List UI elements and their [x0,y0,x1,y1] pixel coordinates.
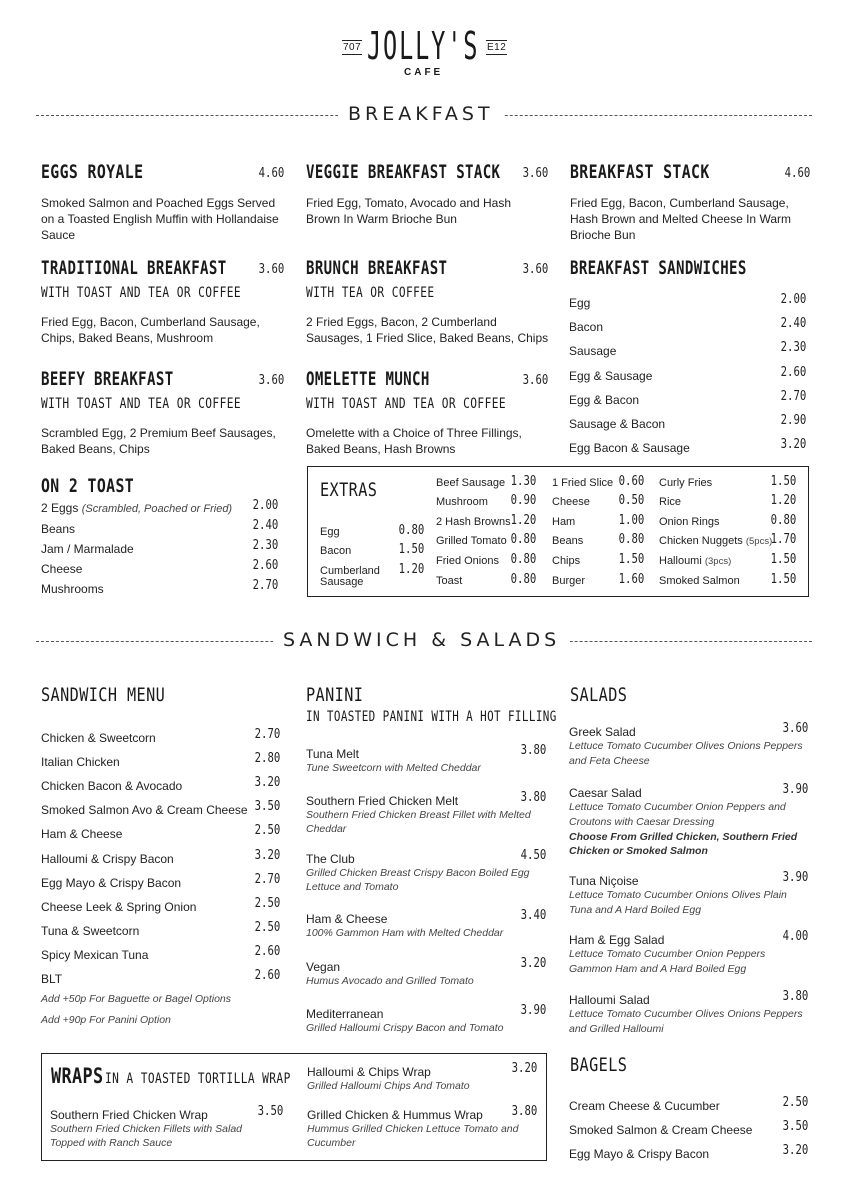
breakfast-sandwich-item-price: 2.70 [780,388,806,404]
sandwich-item-price: 2.70 [254,871,280,887]
beefy-sub: WITH TOAST AND TEA OR COFFEE [41,396,242,412]
on-toast-first-row [41,500,232,516]
panini-item-desc: Grilled Chicken Breast Crispy Bacon Boiled Egg Lettuce and Tomato [306,867,530,893]
brunch-sub: WITH TEA OR COFFEE [306,285,435,301]
on-toast-item-name: Cheese [41,562,83,576]
extras-item-label: Beans [552,535,584,547]
sandwich-item-price: 2.70 [254,727,280,742]
on-toast-item-name: Mushrooms [41,582,104,596]
extras-item-price: 0.80 [510,532,536,547]
panini-item-desc: 100% Gammon Ham with Melted Cheddar [306,927,504,939]
extras-item-name [320,546,390,557]
beefy-desc: Scrambled Egg, 2 Premium Beef Sausages, Baked Beans, Chips [41,426,276,456]
sandwich-item-name: BLT [41,972,63,986]
breakfast-sandwich-item-name: Egg & Bacon [569,392,640,407]
sandwich-item-name: Ham & Cheese [41,827,123,842]
sandwich-menu-title: SANDWICH MENU [41,684,166,706]
sandwich-item-price: 2.50 [254,919,280,935]
extras-item-label: Fried Onions [436,555,499,567]
sandwich-item-name: Spicy Mexican Tuna [41,947,149,962]
breakfast-stack-desc: Fried Egg, Bacon, Cumberland Sausage, Hash Brown and Melted Cheese In Warm Brioche Bun [570,196,791,242]
extras-item-label: Ham [552,516,576,528]
salad-item-price: 3.80 [782,989,808,1004]
extras-item-price: 1.70 [770,532,796,547]
sandwich-item-price: 3.20 [254,775,280,791]
sandwich-item-name: Italian Chicken [41,755,120,770]
sandwich-item-name: Chicken & Sweetcorn [41,731,156,745]
salad-item-desc: Lettuce Tomato Cucumber Olives Onions Peppers and Feta Cheese [569,740,803,767]
salad-item-desc-bold: Choose From Grilled Chicken, Southern Fried Chicken or Smoked Salmon [569,831,798,857]
extras-item-note: (5pcs) [745,536,773,547]
panini-item-desc: Southern Fried Chicken Breast Fillet with Melted Cheddar [306,809,531,835]
sandwich-item-price: 2.50 [254,895,280,911]
breakfast-sandwich-item-name: Egg & Sausage [569,368,653,383]
breakfast-stack-title: BREAKFAST STACK [570,161,710,183]
extras-item-price: 0.80 [398,523,424,538]
beefy-price: 3.60 [258,373,284,388]
extras-item-price: 0.90 [510,493,536,508]
extras-item-price: 1.20 [510,513,536,528]
extras-item-price: 0.80 [510,572,536,587]
extras-item-label: 2 Hash Browns [436,516,511,528]
traditional-desc: Fried Egg, Bacon, Cumberland Sausage, Chips, Baked Beans, Mushroom [41,315,260,345]
omelette-price: 3.60 [522,373,548,388]
on-toast-item-price: 2.70 [252,578,278,593]
logo-number-left: 707 [343,42,362,53]
veggie-stack-title: VEGGIE BREAKFAST STACK [306,161,501,183]
sandwich-item-name: Chicken Bacon & Avocado [41,779,183,794]
salads-title: SALADS [570,684,628,706]
panini-item-name: The Club [306,852,355,866]
omelette-desc: Omelette with a Choice of Three Fillings, Baked Beans, Hash Browns [306,426,522,456]
wrap-item-name: Halloumi & Chips Wrap [307,1065,431,1079]
wrap-item-desc: Grilled Halloumi Chips And Tomato [307,1080,470,1092]
panini-item-price: 3.40 [520,908,546,923]
panini-item-name: Tuna Melt [306,747,359,761]
omelette-sub: WITH TOAST AND TEA OR COFFEE [306,396,507,412]
brunch-desc: 2 Fried Eggs, Bacon, 2 Cumberland Sausages, 1 Fried Slice, Baked Beans, Chips [306,315,549,345]
wrap-item-desc: Hummus Grilled Chicken Lettuce Tomato and Cucumber [307,1123,519,1149]
on-toast-title: ON 2 TOAST [41,475,135,497]
extras-item-price: 1.20 [398,562,424,577]
bagel-item-name: Cream Cheese & Cucumber [569,1099,720,1113]
breakfast-sandwich-item-name: Sausage [569,344,617,359]
breakfast-section-title: BREAKFAST [338,103,504,125]
sandwich-item-price: 3.50 [254,799,280,815]
eggs-royale-price: 4.60 [258,166,284,181]
panini-item-price: 3.80 [520,743,546,758]
brunch-title: BRUNCH BREAKFAST [306,257,448,279]
extras-item-label: Rice [659,496,682,508]
breakfast-sandwich-item-price: 2.40 [780,316,806,332]
extras-item-price: 1.50 [770,552,796,567]
sandwich-item-name: Cheese Leek & Spring Onion [41,899,197,914]
extras-item-label: Beef Sausage [436,477,506,489]
salad-item-desc: Lettuce Tomato Cucumber Onion Peppers and Croutons with Caesar Dressing [569,801,786,828]
extras-item-label: Smoked Salmon [659,575,740,587]
extras-item-price: 0.80 [770,513,796,528]
on-toast-item-price: 2.40 [252,518,278,533]
panini-item-name: Ham & Cheese [306,912,388,926]
wrap-item-name: Grilled Chicken & Hummus Wrap [307,1108,483,1122]
wrap-item-price: 3.20 [511,1061,537,1076]
omelette-title: OMELETTE MUNCH [306,368,430,390]
panini-item-desc: Grilled Halloumi Crispy Bacon and Tomato [306,1022,504,1034]
panini-item-price: 4.50 [520,848,546,863]
breakfast-sandwich-item-price: 2.60 [780,364,806,380]
eggs-royale-desc: Smoked Salmon and Poached Eggs Served on a Toasted English Muffin with Hollandaise Sauce [41,196,279,242]
bagel-item-name: Smoked Salmon & Cream Cheese [569,1123,753,1137]
logo-sub: CAFE [404,67,444,78]
panini-title: PANINI [306,684,364,706]
extras-item-label: Grilled Tomato [436,535,507,547]
breakfast-sandwich-item-name: Bacon [569,320,604,335]
on-toast-first-note: (Scrambled, Poached or Fried) [81,503,233,515]
extras-item-label: Cheese [552,496,590,508]
sandwich-item-price: 2.80 [254,751,280,767]
extras-item-price: 1.50 [618,552,644,567]
salad-item-price: 3.90 [782,782,808,797]
extras-item-price: 1.30 [510,474,536,489]
extras-title: EXTRAS [320,479,378,501]
bagels-title: BAGELS [570,1054,628,1076]
panini-item-desc: Tune Sweetcorn with Melted Cheddar [306,762,481,774]
sandwich-salads-section-title: SANDWICH & SALADS [273,629,570,651]
veggie-stack-desc: Fried Egg, Tomato, Avocado and Hash Brown In Warm Brioche Bun [306,196,512,226]
panini-item-price: 3.20 [520,956,546,971]
extras-item-label: Mushroom [436,496,488,508]
extras-item-label: Toast [436,575,463,587]
beefy-title: BEEFY BREAKFAST [41,368,174,390]
wrap-item-desc: Southern Fried Chicken Fillets with Salad Topped with Ranch Sauce [50,1123,243,1149]
sandwich-item-name: Egg Mayo & Crispy Bacon [41,875,182,890]
on-toast-item-name: Beans [41,522,76,536]
wrap-item-price: 3.80 [511,1104,537,1119]
salad-item-price: 4.00 [782,929,808,944]
wrap-item-price: 3.50 [257,1104,283,1119]
sandwich-item-price: 2.50 [254,823,280,839]
extras-item-price: 1.60 [618,572,644,587]
breakfast-sandwich-item-price: 3.20 [780,437,806,453]
extras-item-price: 0.60 [618,474,644,489]
extras-item-price: 1.00 [618,513,644,528]
on-toast-item-price: 2.30 [252,538,278,553]
eggs-royale-title: EGGS ROYALE [41,161,144,183]
extras-item-label: Egg [320,526,340,538]
logo-number-right: E12 [487,42,507,53]
logo-brand: JOLLY'S [367,24,480,68]
salad-item-desc: Lettuce Tomato Cucumber Onions Olives Plain Tuna and A Hard Boiled Egg [569,889,787,916]
sandwich-note-panini: Add +90p For Panini Option [41,1014,171,1026]
salad-item-name: Ham & Egg Salad [569,933,665,947]
breakfast-sandwich-item-price: 2.00 [780,292,806,307]
extras-item-label: Halloumi [659,555,702,567]
extras-item-price: 0.50 [618,493,644,508]
logo [340,24,510,80]
wraps-heading [51,1064,337,1088]
panini-item-price: 3.80 [520,790,546,805]
salad-item-name: Halloumi Salad [569,993,650,1007]
extras-item-name [320,566,390,588]
breakfast-stack-price: 4.60 [784,166,810,181]
panini-item-name: Mediterranean [306,1007,384,1021]
extras-item-label: Onion Rings [659,516,720,528]
extras-item-price: 1.20 [770,493,796,508]
sandwich-item-price: 3.20 [254,847,280,863]
salad-item-name: Caesar Salad [569,786,642,800]
sandwich-item-price: 2.60 [254,968,280,983]
breakfast-sandwich-item-name: Sausage & Bacon [569,417,666,431]
panini-item-name: Southern Fried Chicken Melt [306,794,459,808]
extras-item-label: Chips [552,555,581,567]
panini-item-name: Vegan [306,960,341,974]
veggie-stack-price: 3.60 [522,166,548,181]
bagel-item-name: Egg Mayo & Crispy Bacon [569,1147,710,1161]
bagel-item-price: 2.50 [782,1095,808,1110]
extras-item-price: 0.80 [510,552,536,567]
sandwich-item-name: Halloumi & Crispy Bacon [41,851,174,866]
breakfast-sandwich-item-price: 2.30 [780,340,806,356]
extras-item-label: Bacon [320,545,352,557]
extras-item-note: (3pcs) [704,556,732,567]
extras-item-label: Burger [552,575,586,587]
brunch-price: 3.60 [522,262,548,277]
bagel-item-price: 3.20 [782,1143,808,1158]
extras-item-label: Curly Fries [659,477,713,489]
sandwich-item-name: Tuna & Sweetcorn [41,923,140,938]
salad-item-desc: Lettuce Tomato Cucumber Onion Peppers Gammon Ham and A Hard Boiled Egg [569,948,766,975]
breakfast-sandwich-item-name: Egg [569,296,591,310]
on-toast-item-price: 2.60 [252,558,278,573]
panini-item-price: 3.90 [520,1003,546,1018]
extras-item-price: 0.80 [618,532,644,547]
wraps-title: WRAPS [51,1064,104,1088]
on-toast-first-name: 2 Eggs [41,501,79,515]
bagel-item-price: 3.50 [782,1119,808,1134]
on-toast-item-name: Jam / Marmalade [41,542,134,556]
sandwich-note-baguette: Add +50p For Baguette or Bagel Options [41,993,231,1005]
salad-item-name: Greek Salad [569,725,636,739]
wraps-sub: IN A TOASTED TORTILLA WRAP [105,1071,291,1087]
salad-item-price: 3.90 [782,870,808,885]
extras-item-price: 1.50 [770,572,796,587]
extras-item-label: Cumberland Sausage [320,565,380,588]
breakfast-sandwiches-title: BREAKFAST SANDWICHES [570,257,747,279]
extras-item-label: 1 Fried Slice [552,477,614,489]
traditional-sub: WITH TOAST AND TEA OR COFFEE [41,285,242,301]
sandwich-item-name: Smoked Salmon Avo & Cream Cheese [41,803,248,818]
panini-item-desc: Humus Avocado and Grilled Tomato [306,975,474,987]
extras-item-label: Chicken Nuggets [659,535,743,547]
wrap-item-name: Southern Fried Chicken Wrap [50,1108,208,1122]
extras-item-name [320,527,390,538]
extras-item-price: 1.50 [398,542,424,557]
breakfast-sandwich-item-price: 2.90 [780,413,806,428]
traditional-price: 3.60 [258,262,284,277]
on-toast-first-price: 2.00 [252,498,278,513]
salad-item-price: 3.60 [782,721,808,736]
traditional-title: TRADITIONAL BREAKFAST [41,257,227,279]
salad-item-desc: Lettuce Tomato Cucumber Olives Onions Peppers and Grilled Halloumi [569,1008,803,1035]
panini-sub: IN TOASTED PANINI WITH A HOT FILLING [306,709,557,725]
salad-item-name: Tuna Niçoise [569,874,639,888]
breakfast-sandwich-item-name: Egg Bacon & Sausage [569,441,690,456]
sandwich-item-price: 2.60 [254,943,280,959]
extras-item-price: 1.50 [770,474,796,489]
